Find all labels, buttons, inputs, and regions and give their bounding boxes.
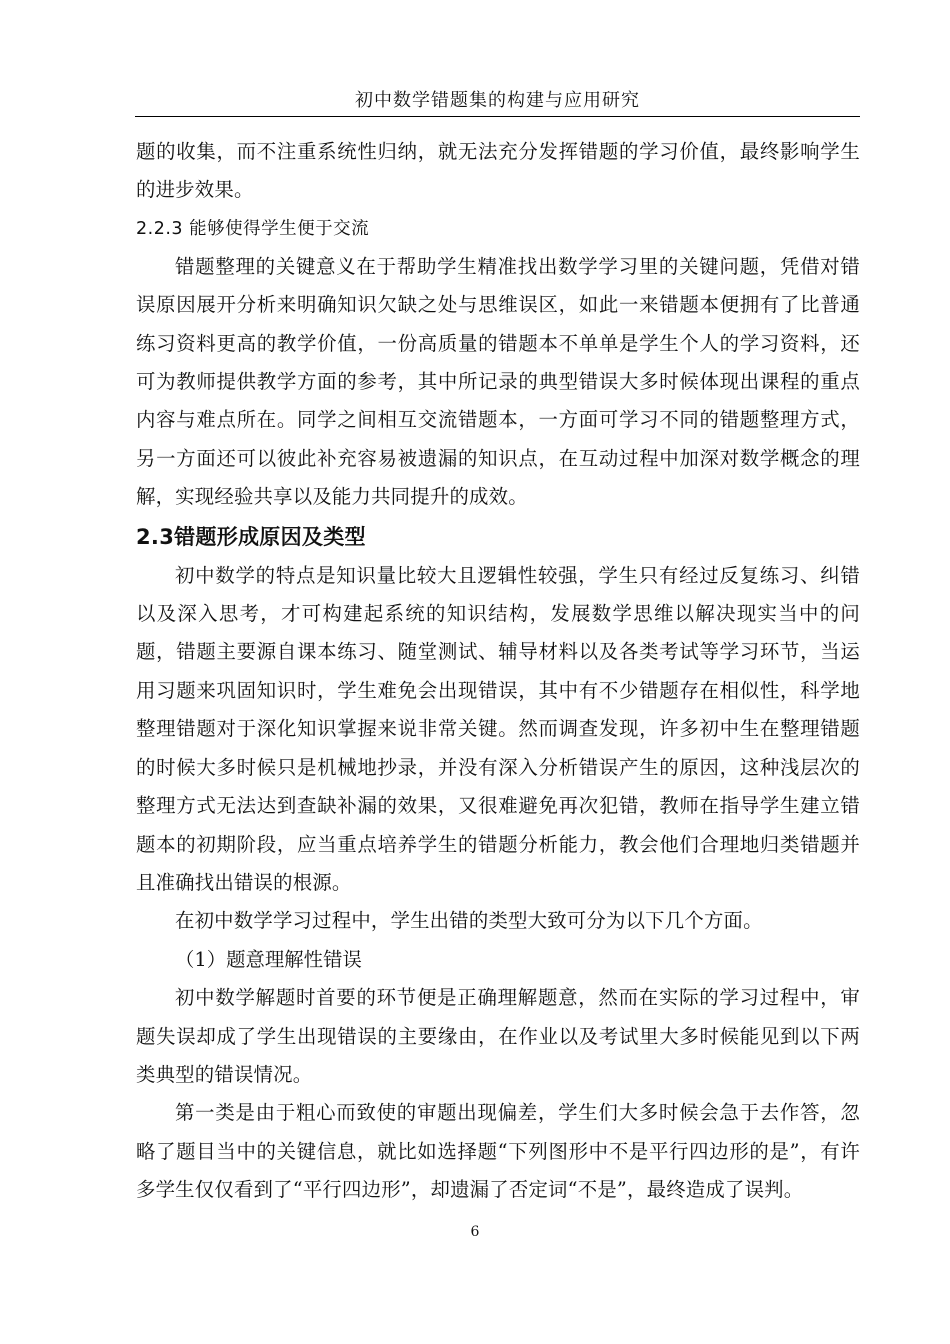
section-2-3-heading: 2.3错题形成原因及类型 [136, 524, 366, 549]
section-2-2-3-paragraph: 错题整理的关键意义在于帮助学生精准找出数学学习里的关键问题，凭借对错误原因展开分析来明确知识欠缺之处与思维误区，如此一来错题本便拥有了比普通练习资料更高的教学价值，一份高质量的错题本不单单是学生个人的学习资料，还可为教师提供教学方面的参考，其中所记录的典型错误大多时候体现出课程的重点内容与难点所在。同学之间相互交流错题本，一方面可学习不同的错题整理方式，另一方面还可以彼此补充容易被遗漏的知识点，在互动过程中加深对数学概念的理解，实现经验共享以及能力共同提升的成效。 [136, 254, 860, 509]
section-2-3-paragraph-2: 在初中数学学习过程中，学生出错的类型大致可分为以下几个方面。 [175, 909, 763, 933]
item-1-paragraph-1: 初中数学解题时首要的环节便是正确理解题意，然而在实际的学习过程中，审题失误却成了学生出现错误的主要缘由，在作业以及考试里大多时候能见到以下两类典型的错误情况。 [136, 986, 860, 1086]
section-2-3-paragraph-1: 初中数学的特点是知识量比较大且逻辑性较强，学生只有经过反复练习、纠错以及深入思考，才可构建起系统的知识结构，发展数学思维以解决现实当中的问题，错题主要源自课本练习、随堂测试、辅导材料以及各类考试等学习环节，当运用习题来巩固知识时，学生难免会出现错误，其中有不少错题存在相似性，科学地整理错题对于深化知识掌握来说非常关键。然而调查发现，许多初中生在整理错题的时候大多时候只是机械地抄录，并没有深入分析错误产生的原因，这种浅层次的整理方式无法达到查缺补漏的效果，又很难避免再次犯错，教师在指导学生建立错题本的初期阶段，应当重点培养学生的错题分析能力，教会他们合理地归类错题并且准确找出错误的根源。 [136, 563, 860, 894]
header-rule [135, 116, 860, 117]
item-1-heading: （1）题意理解性错误 [175, 947, 362, 971]
page-body [136, 133, 860, 1210]
page-header: 初中数学错题集的构建与应用研究 [355, 90, 640, 111]
section-2-2-3-heading: 2.2.3 能够使得学生便于交流 [136, 218, 370, 239]
continuation-paragraph: 题的收集，而不注重系统性归纳，就无法充分发挥错题的学习价值，最终影响学生的进步效果。 [136, 140, 860, 202]
page-number: 6 [470, 1224, 480, 1240]
item-1-paragraph-2: 第一类是由于粗心而致使的审题出现偏差，学生们大多时候会急于去作答，忽略了题目当中的关键信息，就比如选择题“下列图形中不是平行四边形的是”，有许多学生仅仅看到了“平行四边形”，却遗漏了否定词“不是”，最终造成了误判。 [136, 1101, 860, 1202]
